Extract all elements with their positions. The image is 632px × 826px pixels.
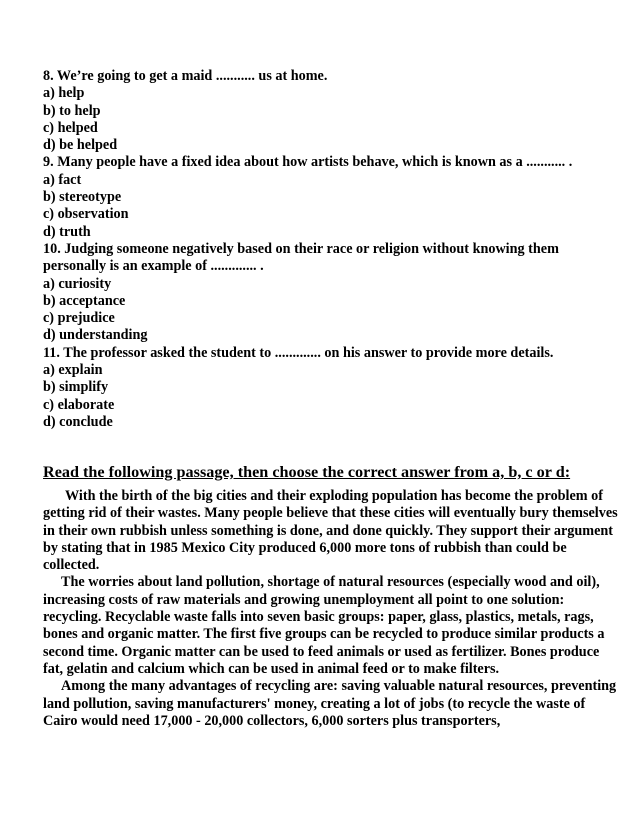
option-a: a) explain (43, 362, 103, 379)
option-d: d) be helped (43, 137, 118, 154)
option-c: c) elaborate (43, 396, 115, 413)
option-c: c) helped (43, 119, 98, 136)
option-a: a) help (43, 85, 85, 102)
reading-passage (43, 488, 618, 730)
passage-heading: Read the following passage, then choose the correct answer from a, b, c or d: (43, 463, 571, 481)
option-d: d) understanding (43, 327, 148, 344)
option-d: d) truth (43, 223, 91, 240)
option-a: a) curiosity (43, 275, 112, 292)
question-stem-line-1: 10. Judging someone negatively based on their race or religion without knowing them (43, 240, 559, 257)
question-11 (43, 345, 623, 431)
option-b: b) acceptance (43, 292, 126, 309)
question-10 (43, 241, 623, 345)
option-b: b) simplify (43, 379, 109, 396)
question-stem: 8. We’re going to get a maid ........... us at home. (43, 68, 328, 84)
option-c: c) observation (43, 206, 129, 223)
passage-paragraph-2: The worries about land pollution, shortage of natural resources (especially wood and oil), increasing costs of raw materials and growing unemployment all point to one solution: recycling. Recyclable waste falls into seven basic groups: paper, glass, plastics, metals, rags, bones and organic matter. The first five groups can be recycled to produce similar products a second time. Organic matter can be used to feed animals or used as fertilizer. Bones produce fat, gelatin and calcium which can be used in animal feed or to make filters. (43, 574, 605, 677)
questions-section (43, 68, 623, 431)
question-stem-line-2: personally is an example of ............. . (43, 258, 264, 275)
option-c: c) prejudice (43, 310, 115, 327)
question-stem: 9. Many people have a fixed idea about how artists behave, which is known as a ........... . (43, 154, 573, 171)
option-d: d) conclude (43, 413, 113, 430)
question-9 (43, 154, 623, 240)
option-b: b) stereotype (43, 189, 122, 206)
passage-paragraph-1: With the birth of the big cities and their exploding population has become the problem of getting rid of their wastes. Many people believe that these cities will eventually bury themselves in their own rubbish unless something is done, and done quickly. They support their argument by stating that in 1985 Mexico City produced 6,000 more tons of rubbish than could be collected. (43, 488, 618, 574)
option-b: b) to help (43, 102, 101, 119)
question-8 (43, 68, 623, 154)
passage-paragraph-3: Among the many advantages of recycling are: saving valuable natural resources, preventing land pollution, saving manufacturers' money, creating a lot of jobs (to recycle the waste of Cairo would need 17,000 - 20,000 collectors, 6,000 sorters plus transporters, (43, 678, 617, 729)
option-a: a) fact (43, 171, 82, 188)
question-stem: 11. The professor asked the student to ............. on his answer to provide more details. (43, 344, 554, 361)
